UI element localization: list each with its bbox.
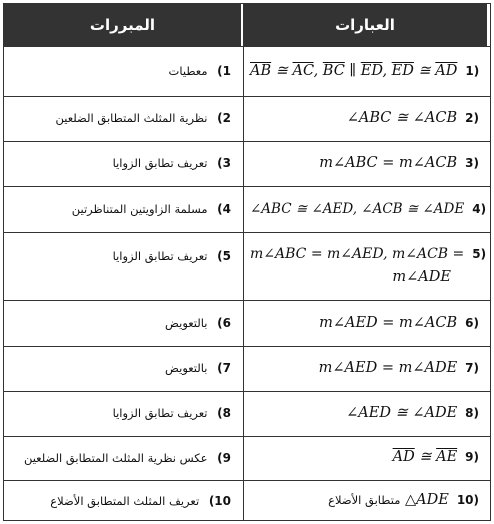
row-number: 7) <box>217 361 231 375</box>
reason-cell <box>4 142 244 186</box>
reason-cell <box>4 481 244 520</box>
statement-text: △ADE <box>404 492 449 508</box>
row-number: 2) <box>465 111 479 125</box>
statement-text: m∠ABC = m∠ACB <box>319 155 458 171</box>
statement-cell <box>244 437 489 480</box>
table-row <box>4 96 490 141</box>
row-number: 3) <box>465 156 479 170</box>
reason-text: مسلمة الزاويتين المتناظرتين <box>71 202 208 216</box>
table-row <box>4 232 490 300</box>
table-row <box>4 186 490 232</box>
reason-cell <box>4 347 244 391</box>
statement-text: $\overline{AD}$ ≅ $\overline{AE}$ <box>392 449 458 465</box>
table-row <box>4 300 490 346</box>
reason-text: تعريف تطابق الزوايا <box>112 249 208 263</box>
row-number: 9) <box>465 450 479 464</box>
row-number: 10) <box>456 493 479 507</box>
reason-cell <box>4 97 244 141</box>
reason-cell <box>4 47 244 96</box>
reason-cell <box>4 301 244 346</box>
row-number: 8) <box>465 406 479 420</box>
row-number: 6) <box>465 316 479 330</box>
reason-text: تعريف تطابق الزوايا <box>112 406 208 420</box>
row-number: 6) <box>217 316 231 330</box>
reason-text: بالتعويض <box>165 361 208 375</box>
row-number: 4) <box>217 202 231 216</box>
table-row <box>4 141 490 186</box>
row-number: 7) <box>465 361 479 375</box>
row-number: 5) <box>217 249 231 263</box>
statement-text: ∠ABC ≅ ∠ACB <box>346 110 458 126</box>
reason-cell <box>4 233 244 300</box>
statement-cell <box>244 233 489 300</box>
statement-cell <box>244 347 489 391</box>
statement-cell <box>244 47 489 96</box>
statement-text: m∠AED = m∠ADE <box>318 360 458 376</box>
reason-text: معطيات <box>168 64 208 78</box>
statement-cell <box>244 301 489 346</box>
statement-suffix: متطابق الأضلاع <box>328 493 401 507</box>
statement-text-line2: m∠ADE <box>392 269 451 285</box>
statements-header: العبارات <box>243 4 489 46</box>
statement-text: $\overline{AB}$ ≅ $\overline{AC}$, $\overline{BC}$ ∥ $\overline{ED}$, $\overline{ED}$ ≅ $\overline{AD}$ <box>250 63 458 79</box>
row-number: 5) <box>472 247 487 261</box>
reasons-header: المبررات <box>4 4 243 46</box>
row-number: 10) <box>208 494 231 508</box>
row-number: 3) <box>217 156 231 170</box>
table-row <box>4 346 490 391</box>
reason-text: تعريف تطابق الزوايا <box>112 156 208 170</box>
reason-text: تعريف المثلث المتطابق الأضلاع <box>50 494 200 508</box>
statement-cell <box>244 187 489 232</box>
table-row <box>4 436 490 480</box>
reason-text: نظرية المثلث المتطابق الضلعين <box>55 111 208 125</box>
row-number: 9) <box>217 451 231 465</box>
statement-text: ∠ABC ≅ ∠AED, ∠ACB ≅ ∠ADE <box>250 201 465 217</box>
reason-text: بالتعويض <box>165 316 208 330</box>
table-row <box>4 480 490 520</box>
reason-text: عكس نظرية المثلث المتطابق الضلعين <box>23 451 208 465</box>
table-row <box>4 391 490 436</box>
row-number: 2) <box>217 111 231 125</box>
table-header <box>4 4 490 46</box>
row-number: 1) <box>465 64 480 78</box>
reason-cell <box>4 392 244 436</box>
statement-cell <box>244 142 489 186</box>
statement-text: ∠AED ≅ ∠ADE <box>346 405 458 421</box>
statement-cell <box>244 392 489 436</box>
statement-text: m∠ABC = m∠AED, m∠ACB = <box>250 246 465 262</box>
proof-table <box>3 3 491 521</box>
row-number: 8) <box>217 406 231 420</box>
statement-cell <box>244 481 489 520</box>
reason-cell <box>4 187 244 232</box>
statement-cell <box>244 97 489 141</box>
row-number: 1) <box>217 64 231 78</box>
statement-text: m∠AED = m∠ACB <box>319 315 458 331</box>
table-row <box>4 46 490 96</box>
reason-cell <box>4 437 244 480</box>
row-number: 4) <box>472 202 487 216</box>
